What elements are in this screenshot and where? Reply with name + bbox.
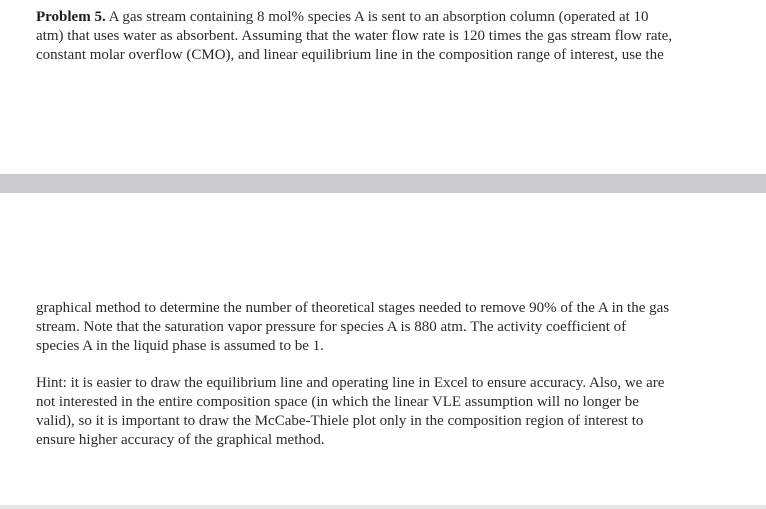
hint-line-2: not interested in the entire composition space (in which the linear VLE assumption will no longer be <box>36 394 639 410</box>
bottom-rule <box>0 505 766 509</box>
problem-line-1 <box>36 8 649 28</box>
hint-line-4: ensure higher accuracy of the graphical method. <box>36 432 325 448</box>
problem-line-6: species A in the liquid phase is assumed to be 1. <box>36 338 324 354</box>
problem-label: Problem 5. <box>36 9 106 25</box>
problem-line-4: graphical method to determine the number of theoretical stages needed to remove 90% of the A in the gas <box>36 300 670 316</box>
problem-line-2: atm) that uses water as absorbent. Assuming that the water flow rate is 120 times the gas stream flow rate, <box>36 28 673 44</box>
hint-line-3: valid), so it is important to draw the McCabe-Thiele plot only in the composition region of interest to <box>36 413 644 429</box>
page-divider <box>0 174 766 193</box>
hint-line-1: Hint: it is easier to draw the equilibrium line and operating line in Excel to ensure accuracy. Also, we are <box>36 375 665 391</box>
problem-line-3: constant molar overflow (CMO), and linear equilibrium line in the composition range of interest, use the <box>36 47 664 63</box>
problem-line-5: stream. Note that the saturation vapor pressure for species A is 880 atm. The activity coefficient of <box>36 319 627 335</box>
problem-text-1: A gas stream containing 8 mol% species A is sent to an absorption column (operated at 10 <box>105 9 649 25</box>
